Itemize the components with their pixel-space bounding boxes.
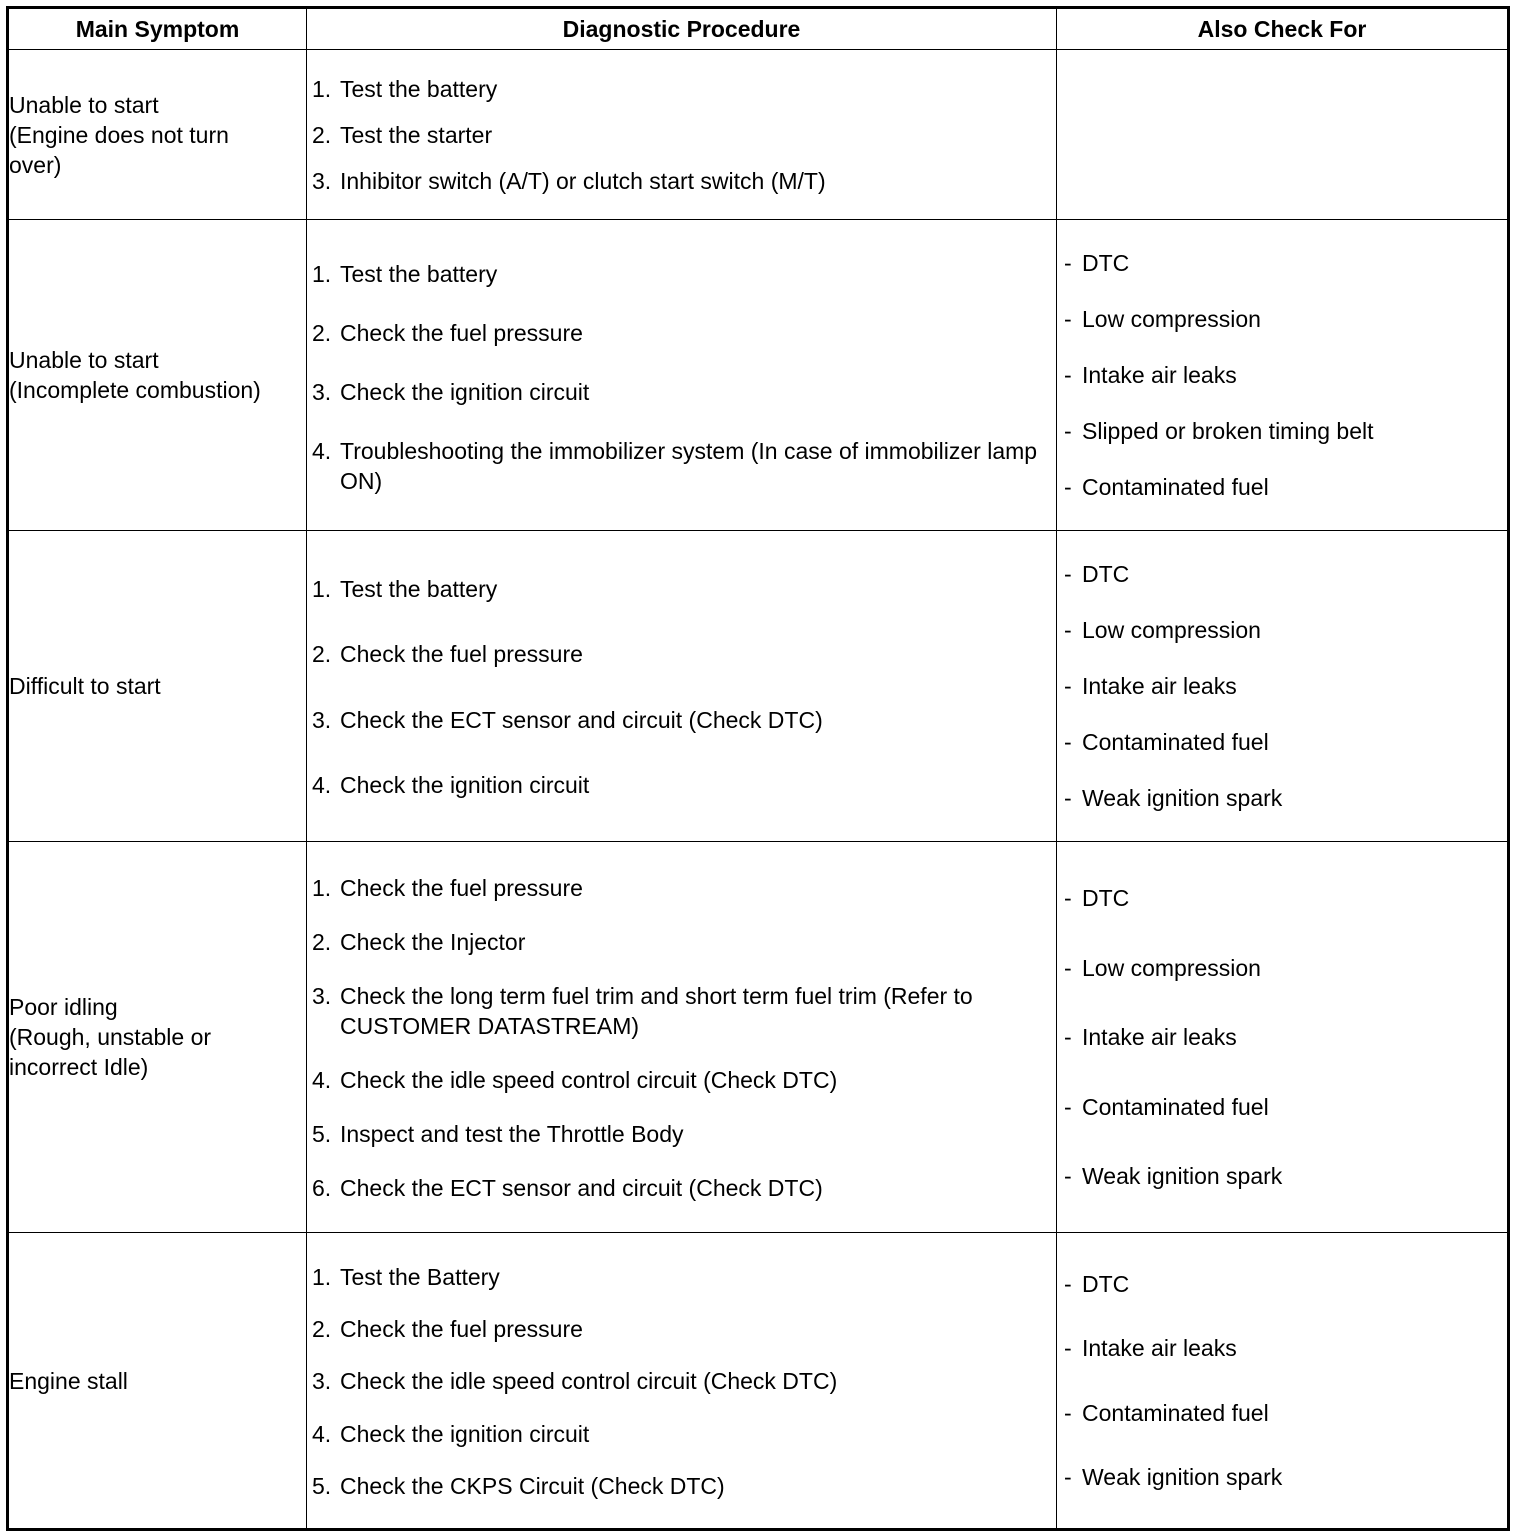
check-item — [1057, 883, 1507, 913]
header-also-check-for: Also Check For — [1057, 8, 1509, 50]
procedure-step — [307, 705, 1056, 735]
check-text: DTC — [1082, 249, 1130, 276]
step-text: Check the idle speed control circuit (Check DTC) — [340, 1368, 838, 1395]
procedure-cell — [307, 220, 1057, 531]
check-item — [1057, 1161, 1507, 1191]
step-number: 4. — [312, 772, 332, 799]
symptom-cell: Difficult to start — [8, 531, 307, 842]
header-row — [8, 8, 1509, 50]
bullet-dash: - — [1064, 560, 1072, 587]
step-number: 1. — [312, 75, 332, 102]
check-item — [1057, 1462, 1507, 1492]
procedure-step — [307, 574, 1056, 604]
check-item — [1057, 953, 1507, 983]
procedure-step — [307, 1471, 1056, 1501]
step-number: 3. — [312, 1368, 332, 1395]
procedure-step — [307, 1173, 1056, 1203]
step-text: Check the fuel pressure — [340, 1316, 583, 1343]
check-item — [1057, 615, 1507, 645]
procedure-cell — [307, 1233, 1057, 1530]
bullet-dash: - — [1064, 305, 1072, 332]
step-number: 2. — [312, 1316, 332, 1343]
procedure-step — [307, 318, 1056, 348]
check-item — [1057, 1333, 1507, 1363]
step-number: 5. — [312, 1472, 332, 1499]
step-number: 1. — [312, 875, 332, 902]
check-item — [1057, 1269, 1507, 1299]
check-item — [1057, 1092, 1507, 1122]
procedure-step — [307, 1314, 1056, 1344]
check-text: Weak ignition spark — [1082, 1163, 1283, 1189]
step-text: Check the ignition circuit — [340, 1420, 590, 1447]
procedure-step — [307, 981, 1056, 1041]
bullet-dash: - — [1064, 616, 1072, 643]
step-text: Check the ignition circuit — [340, 378, 590, 405]
step-number: 3. — [312, 167, 332, 194]
symptom-cell: Poor idling (Rough, unstable or incorrect Idle) — [8, 842, 307, 1233]
procedure-cell — [307, 842, 1057, 1233]
step-text: Check the fuel pressure — [340, 875, 583, 902]
check-item — [1057, 1398, 1507, 1428]
bullet-dash: - — [1064, 1270, 1072, 1297]
table-row — [8, 50, 1509, 220]
bullet-dash: - — [1064, 249, 1072, 276]
check-item — [1057, 304, 1507, 334]
check-text: Weak ignition spark — [1082, 785, 1283, 812]
check-text: Intake air leaks — [1082, 361, 1237, 388]
step-number: 5. — [312, 1120, 332, 1147]
step-number: 1. — [312, 260, 332, 287]
check-text: DTC — [1082, 885, 1130, 911]
symptom-cell: Unable to start (Incomplete combustion) — [8, 220, 307, 531]
bullet-dash: - — [1064, 1163, 1072, 1189]
symptom-cell: Engine stall — [8, 1233, 307, 1530]
procedure-step — [307, 927, 1056, 957]
table-row — [8, 1233, 1509, 1530]
check-item — [1057, 472, 1507, 502]
diagnostic-table — [6, 6, 1510, 1531]
check-text: Contaminated fuel — [1082, 729, 1269, 756]
step-text: Test the battery — [340, 575, 498, 602]
check-text: Contaminated fuel — [1082, 474, 1269, 501]
header-diagnostic-procedure: Diagnostic Procedure — [307, 8, 1057, 50]
bullet-dash: - — [1064, 361, 1072, 388]
also-check-cell — [1057, 50, 1509, 220]
step-text: Inspect and test the Throttle Body — [340, 1120, 684, 1147]
procedure-step — [307, 1366, 1056, 1396]
check-text: Slipped or broken timing belt — [1082, 418, 1374, 445]
step-number: 2. — [312, 121, 332, 148]
table-row — [8, 531, 1509, 842]
check-text: Contaminated fuel — [1082, 1093, 1269, 1120]
check-item — [1057, 360, 1507, 390]
bullet-dash: - — [1064, 729, 1072, 756]
procedure-cell — [307, 50, 1057, 220]
check-item — [1057, 1022, 1507, 1052]
check-text: DTC — [1082, 560, 1130, 587]
check-item — [1057, 416, 1507, 446]
check-text: Intake air leaks — [1082, 672, 1237, 699]
bullet-dash: - — [1064, 474, 1072, 501]
step-number: 1. — [312, 1264, 332, 1291]
bullet-dash: - — [1064, 885, 1072, 911]
check-text: DTC — [1082, 1270, 1130, 1297]
step-text: Check the Injector — [340, 929, 526, 956]
bullet-dash: - — [1064, 785, 1072, 812]
step-number: 4. — [312, 437, 332, 464]
bullet-dash: - — [1064, 672, 1072, 699]
procedure-step — [307, 377, 1056, 407]
procedure-step — [307, 1419, 1056, 1449]
step-text: Test the battery — [340, 260, 498, 287]
step-number: 2. — [312, 641, 332, 668]
step-text: Check the ignition circuit — [340, 772, 590, 799]
step-text: Check the ECT sensor and circuit (Check DTC) — [340, 1174, 823, 1201]
step-number: 3. — [312, 706, 332, 733]
procedure-step — [307, 259, 1056, 289]
table-body — [8, 50, 1509, 1530]
procedure-step — [307, 873, 1056, 903]
table-row — [8, 842, 1509, 1233]
procedure-step — [307, 74, 1056, 104]
procedure-step — [307, 639, 1056, 669]
check-text: Intake air leaks — [1082, 1335, 1237, 1362]
check-text: Intake air leaks — [1082, 1024, 1237, 1050]
step-text: Check the CKPS Circuit (Check DTC) — [340, 1472, 725, 1499]
header-main-symptom: Main Symptom — [8, 8, 307, 50]
check-item — [1057, 671, 1507, 701]
step-text: Test the Battery — [340, 1264, 500, 1291]
step-number: 3. — [312, 983, 332, 1010]
bullet-dash: - — [1064, 1464, 1072, 1491]
step-text: Check the idle speed control circuit (Check DTC) — [340, 1066, 838, 1093]
check-text: Low compression — [1082, 616, 1261, 643]
procedure-step — [307, 120, 1056, 150]
step-text: Check the fuel pressure — [340, 641, 583, 668]
also-check-cell — [1057, 842, 1509, 1233]
step-number: 2. — [312, 929, 332, 956]
check-text: Contaminated fuel — [1082, 1399, 1269, 1426]
bullet-dash: - — [1064, 954, 1072, 981]
bullet-dash: - — [1064, 1093, 1072, 1120]
procedure-step — [307, 1119, 1056, 1149]
also-check-cell — [1057, 531, 1509, 842]
procedure-step — [307, 1065, 1056, 1095]
step-number: 1. — [312, 575, 332, 602]
check-item — [1057, 559, 1507, 589]
step-text: Troubleshooting the immobilizer system (In case of immobilizer lamp ON) — [340, 437, 1038, 494]
bullet-dash: - — [1064, 1024, 1072, 1050]
procedure-step — [307, 1262, 1056, 1292]
table-row — [8, 220, 1509, 531]
step-number: 2. — [312, 319, 332, 346]
step-text: Test the battery — [340, 75, 498, 102]
step-text: Inhibitor switch (A/T) or clutch start switch (M/T) — [340, 167, 826, 194]
step-number: 4. — [312, 1420, 332, 1447]
step-text: Check the ECT sensor and circuit (Check DTC) — [340, 706, 823, 733]
step-number: 6. — [312, 1174, 332, 1201]
procedure-cell — [307, 531, 1057, 842]
step-text: Test the starter — [340, 121, 493, 148]
symptom-cell: Unable to start (Engine does not turn over) — [8, 50, 307, 220]
step-text: Check the fuel pressure — [340, 319, 583, 346]
procedure-step — [307, 166, 1056, 196]
check-item — [1057, 783, 1507, 813]
check-text: Weak ignition spark — [1082, 1464, 1283, 1491]
bullet-dash: - — [1064, 1335, 1072, 1362]
check-text: Low compression — [1082, 305, 1261, 332]
check-item — [1057, 248, 1507, 278]
check-text: Low compression — [1082, 954, 1261, 981]
procedure-step — [307, 770, 1056, 800]
also-check-cell — [1057, 1233, 1509, 1530]
bullet-dash: - — [1064, 1399, 1072, 1426]
check-item — [1057, 727, 1507, 757]
also-check-cell — [1057, 220, 1509, 531]
step-number: 3. — [312, 378, 332, 405]
bullet-dash: - — [1064, 418, 1072, 445]
procedure-step — [307, 436, 1056, 496]
step-text: Check the long term fuel trim and short term fuel trim (Refer to CUSTOMER DATASTREAM) — [340, 983, 973, 1040]
step-number: 4. — [312, 1066, 332, 1093]
